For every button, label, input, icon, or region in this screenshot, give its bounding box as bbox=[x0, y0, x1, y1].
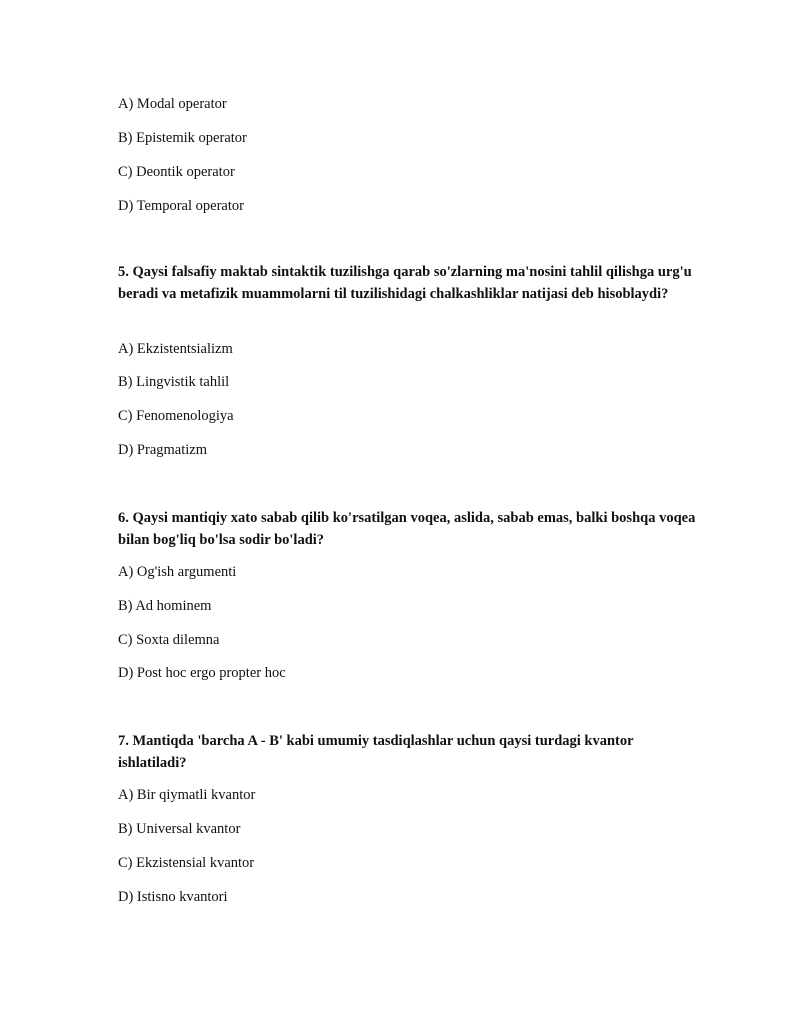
question-7-option-a: A) Bir qiymatli kvantor bbox=[118, 787, 256, 803]
question-6-option-a: A) Og'ish argumenti bbox=[118, 564, 237, 580]
question-7-option-b: B) Universal kvantor bbox=[118, 821, 241, 837]
question-6-option-d: D) Post hoc ergo propter hoc bbox=[118, 665, 286, 681]
question-5-option-c: C) Fenomenologiya bbox=[118, 408, 234, 424]
question-7-option-c: C) Ekzistensial kvantor bbox=[118, 855, 255, 871]
question-6-text: 6. Qaysi mantiqiy xato sabab qilib ko'rsatilgan voqea, aslida, sabab emas, balki boshqa voqea bilan bog'liq bo'lsa sodir bo'ladi? bbox=[118, 510, 696, 548]
question-5-option-a: A) Ekzistentsializm bbox=[118, 341, 233, 357]
question-5-option-b: B) Lingvistik tahlil bbox=[118, 374, 230, 390]
question-6-option-b: B) Ad hominem bbox=[118, 598, 212, 614]
option-prev-c: C) Deontik operator bbox=[118, 164, 235, 180]
question-5-option-d: D) Pragmatizm bbox=[118, 442, 207, 458]
question-6-option-c: C) Soxta dilemna bbox=[118, 632, 220, 648]
option-prev-b: B) Epistemik operator bbox=[118, 130, 247, 146]
question-7-text: 7. Mantiqda 'barcha A - B' kabi umumiy tasdiqlashlar uchun qaysi turdagi kvantor ishlatiladi? bbox=[118, 733, 634, 771]
question-5-text: 5. Qaysi falsafiy maktab sintaktik tuzilishga qarab so'zlarning ma'nosini tahlil qilishga urg'u beradi va metafizik muammolarni til tuzilishidagi chalkashliklar natijasi deb hisoblaydi? bbox=[118, 264, 692, 302]
option-prev-d: D) Temporal operator bbox=[118, 198, 244, 214]
option-prev-a: A) Modal operator bbox=[118, 96, 227, 112]
question-7-option-d: D) Istisno kvantori bbox=[118, 889, 228, 905]
